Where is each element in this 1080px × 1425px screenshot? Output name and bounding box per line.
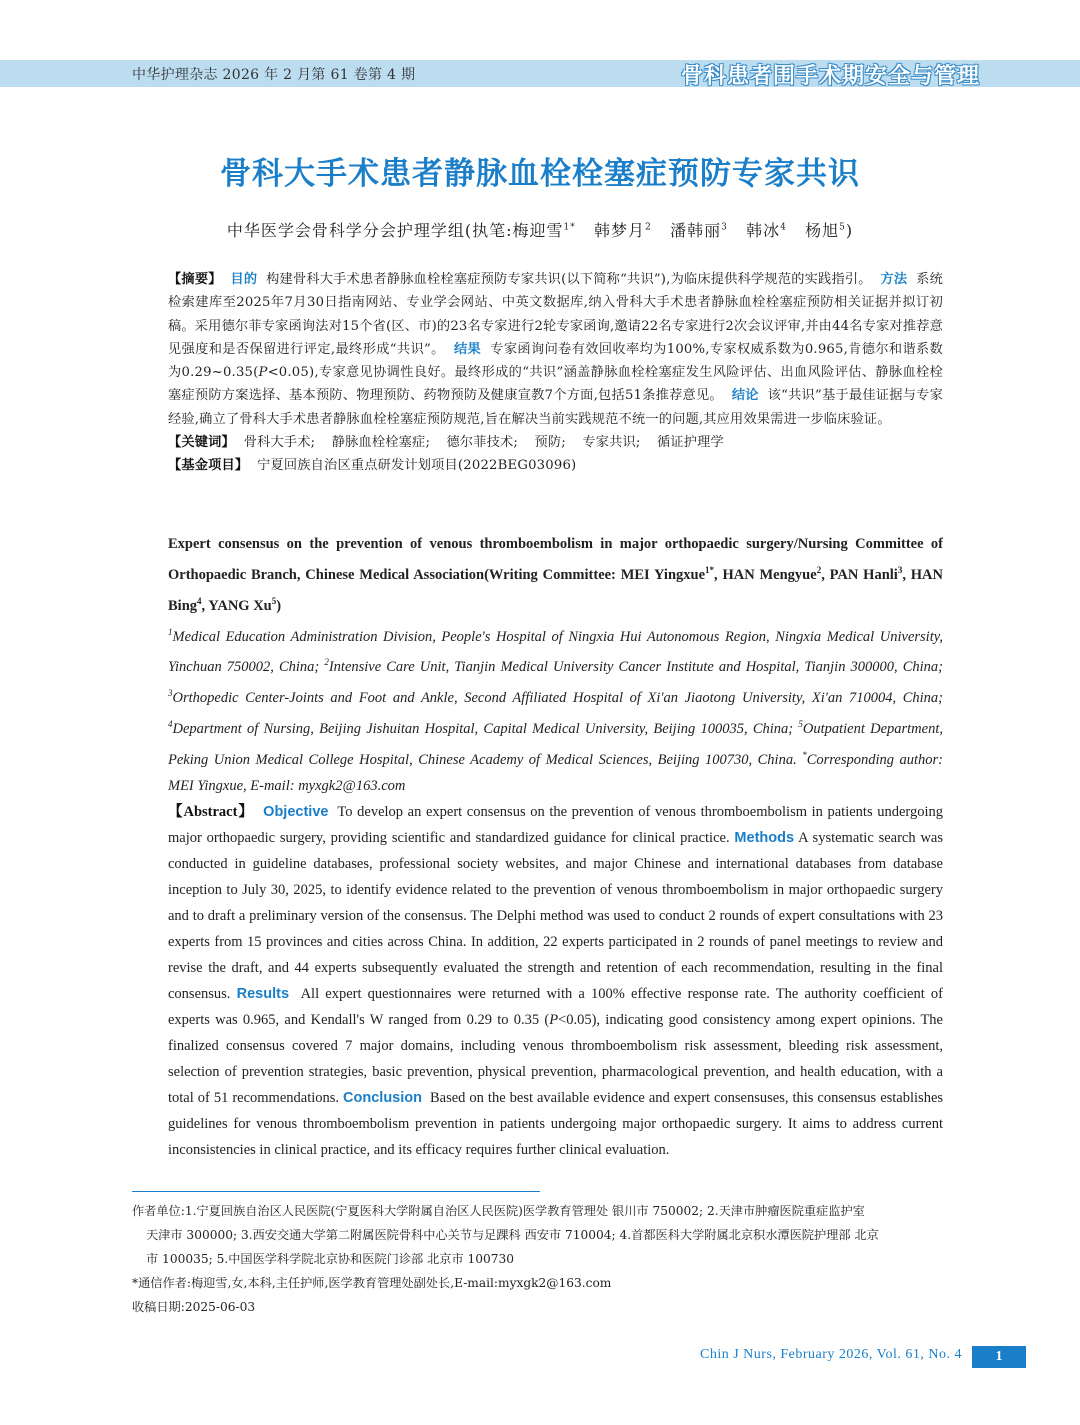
- en-objective-label: Objective: [263, 803, 329, 820]
- author-sup: 5: [839, 222, 846, 233]
- author-units-line: 天津市 300000; 3.西安交通大学第二附属医院骨科中心关节与足踝科 西安市 710004; 4.首都医科大学附属北京积水潭医院护理部 北京: [146, 1228, 879, 1242]
- cn-abstract-body: [168, 268, 943, 431]
- en-title-close: ): [276, 597, 282, 614]
- en-conclusion-label: Conclusion: [343, 1089, 422, 1106]
- cn-results-text-cont: <0.05),专家意见协调性良好。最终形成的“共识”涵盖静脉血栓栓塞症发生风险评估、出血风险评估、静脉血栓栓塞症预防方案选择、基本预防、物理预防、药物预防及健康宣教7个方面,包括51条推荐意见。: [168, 365, 943, 404]
- affil-sup: 5: [798, 719, 803, 730]
- english-abstract: [168, 799, 943, 1163]
- journal-citation: Chin J Nurs, February 2026, Vol. 61, No. 4: [700, 1347, 962, 1362]
- author-name: 杨旭: [805, 221, 840, 240]
- keywords-label: 【关键词】: [168, 435, 235, 451]
- author-sup: 2: [645, 222, 652, 233]
- author-sup: 3: [721, 222, 728, 233]
- page-number: 1: [972, 1346, 1026, 1368]
- footnote-divider: [132, 1191, 540, 1192]
- keyword: 专家共识;: [582, 435, 641, 451]
- author-sup: 4: [197, 595, 202, 606]
- affil-sup: 1: [168, 626, 173, 637]
- en-author: , HAN Bing: [168, 566, 943, 614]
- en-abstract-label: 【Abstract】: [168, 803, 254, 820]
- journal-issue-line: 中华护理杂志 2026 年 2 月第 61 卷第 4 期: [132, 67, 416, 83]
- author-name: 潘韩丽: [670, 221, 722, 240]
- author-group: 中华医学会骨科学分会护理学组(执笔:梅迎雪: [226, 221, 564, 240]
- cn-objective-text: 构建骨科大手术患者静脉血栓栓塞症预防专家共识(以下简称“共识”),为临床提供科学规范的实践指引。: [266, 272, 872, 287]
- corresponding-footnote: *通信作者:梅迎雪,女,本科,主任护师,医学教育管理处副处长,E-mail:myxgk2@163.com: [132, 1276, 612, 1290]
- cn-conclusion-text: 该“共识”基于最佳证据与专家经验,确立了骨科大手术患者静脉血栓栓塞症预防规范,旨在解决当前实践规范不统一的问题,其应用效果需进一步临床验证。: [168, 388, 943, 427]
- cn-results-label: 结果: [453, 341, 482, 357]
- cn-abstract-label: 【摘要】: [168, 272, 222, 287]
- received-date: 收稿日期:2025-06-03: [132, 1300, 256, 1314]
- keyword: 循证护理学: [656, 435, 724, 451]
- affiliations: [168, 619, 943, 799]
- en-author: , PAN Hanli: [821, 566, 898, 583]
- en-results-text-cont: <0.05), indicating good consistency among expert opinions. The finalized consensus covered 7 major domains, including venous thromboembolism risk assessment, bleeding risk assessment, selection of prevention strategies, basic prevention, physical prevention, pharmacological prevention, and health education, with a total of 51 recommendations.: [168, 1011, 943, 1106]
- cn-methods-text: 系统检索建库至2025年7月30日指南网站、专业学会网站、中英文数据库,纳入骨科大手术患者静脉血栓栓塞症预防相关证据并拟订初稿。采用德尔菲专家函询法对15个省(区、市)的23名专家进行2轮专家函询,邀请22名专家进行2次会议评审,并由44名专家对推荐意见强度和是否保留进行评定,最终形成“共识”。: [168, 272, 943, 357]
- author-name: 韩梦月: [594, 221, 646, 240]
- cn-results-text: 专家函询问卷有效回收率均为100%,专家权威系数为0.965,肯德尔和谐系数为0.29~0.35(: [168, 341, 944, 381]
- author-sup: 3: [897, 565, 903, 575]
- en-author: , YANG Xu: [201, 597, 272, 614]
- p-symbol: P: [549, 1011, 559, 1028]
- keyword: 德尔菲技术;: [446, 435, 519, 451]
- author-sup: 4: [780, 222, 787, 233]
- affiliation: Department of Nursing, Beijing Jishuitan Hospital, Capital Medical University, Beijing 100035, China;: [172, 720, 799, 737]
- en-methods-label: Methods: [734, 829, 795, 846]
- english-front-matter: [168, 531, 943, 1163]
- article-title: 骨科大手术患者静脉血栓栓塞症预防专家共识: [220, 156, 860, 192]
- affiliation: Orthopedic Center-Joints and Foot and Ankle, Second Affiliated Hospital of Xi'an Jiaotong University, Xi'an 710004, China;: [172, 690, 943, 707]
- author-line: [0, 218, 1080, 241]
- author-units-line: 作者单位:1.宁夏回族自治区人民医院(宁夏医科大学附属自治区人民医院)医学教育管理处 银川市 750002; 2.天津市肿瘤医院重症监护室: [132, 1204, 865, 1218]
- funding-text: 宁夏回族自治区重点研发计划项目(2022BEG03096): [257, 458, 577, 474]
- keyword: 静脉血栓栓塞症;: [331, 435, 431, 451]
- en-conclusion-text: Based on the best available evidence and expert consensuses, this consensus establishes guidelines for venous thromboembolism prevention in patients undergoing major orthopaedic surgery. It aims to address current inconsistencies in clinical practice, and its efficacy requires further clinical evaluation.: [168, 1089, 944, 1158]
- affil-sup: 2: [324, 657, 329, 668]
- cn-objective-label: 目的: [230, 272, 258, 287]
- author-sup: 1*: [705, 565, 715, 575]
- english-title: [168, 531, 943, 619]
- affil-sup: 4: [168, 719, 173, 730]
- affiliation: Outpatient Department, Peking Union Medical College Hospital, Chinese Academy of Medical Sciences, Beijing 100730, China.: [168, 720, 943, 768]
- page-footer: [0, 1346, 1080, 1368]
- affil-sup: 3: [168, 688, 173, 699]
- footnotes: [132, 1199, 982, 1319]
- author-sup: 2: [816, 565, 822, 575]
- cn-methods-label: 方法: [880, 272, 908, 287]
- keywords-row: [168, 431, 943, 454]
- en-results-label: Results: [236, 985, 290, 1002]
- keyword: 预防;: [534, 435, 566, 451]
- en-results-text: All expert questionnaires were returned with a 100% effective response rate. The authority coefficient of experts was 0.965, and Kendall's W ranged from 0.29 to 0.35 (: [168, 985, 944, 1028]
- cn-conclusion-label: 结论: [731, 388, 759, 404]
- en-methods-text: A systematic search was conducted in guideline databases, professional society websites, and major Chinese and international databases from database inception to July 30, 2025, to identify evidence related to the prevention of venous thromboembolism in major orthopaedic surgery and to draft a preliminary version of the consensus. The Delphi method was used to conduct 2 rounds of expert consultations with 23 experts from 15 provinces and cities across China. In addition, 22 experts participated in 2 rounds of panel meetings to review and revise the draft, and 44 experts subsequently evaluated the strength and retention of each recommendation, resulting in the final consensus.: [168, 829, 943, 1002]
- author-sup: 5: [271, 595, 277, 606]
- affil-sup: *: [802, 749, 807, 760]
- p-symbol: P: [258, 365, 268, 381]
- author-units-line: 市 100035; 5.中国医学科学院北京协和医院门诊部 北京市 100730: [146, 1252, 515, 1266]
- author-close: ): [845, 221, 854, 240]
- author-sup: 1*: [563, 222, 576, 233]
- funding-row: [168, 454, 943, 477]
- corresponding-author: Corresponding author: MEI Yingxue, E-mail: myxgk2@163.com: [168, 751, 943, 794]
- en-objective-text: To develop an expert consensus on the prevention of venous thromboembolism in patients undergoing major orthopaedic surgery, providing scientific and standardized guidance for clinical practice.: [168, 803, 943, 846]
- chinese-abstract: [168, 268, 943, 478]
- funding-label: 【基金项目】: [168, 458, 249, 474]
- author-name: 韩冰: [746, 221, 781, 240]
- affiliation: Medical Education Administration Division, People's Hospital of Ningxia Hui Autonomous Region, Ningxia Medical University, Yinchuan 750002, China;: [168, 628, 943, 676]
- section-title: 骨科患者围手术期安全与管理: [680, 64, 980, 89]
- affiliation: Intensive Care Unit, Tianjin Medical University Cancer Institute and Hospital, Tianjin 300000, China;: [328, 659, 944, 676]
- keyword: 骨科大手术;: [243, 435, 316, 451]
- en-author: , HAN Mengyue: [714, 566, 817, 583]
- en-title-text: Expert consensus on the prevention of venous thromboembolism in major orthopaedic surgery/Nursing Committee of Orthopaedic Branch, Chinese Medical Association(Writing Committee: MEI Yingxue: [168, 536, 943, 583]
- running-header-bar: [0, 60, 1080, 87]
